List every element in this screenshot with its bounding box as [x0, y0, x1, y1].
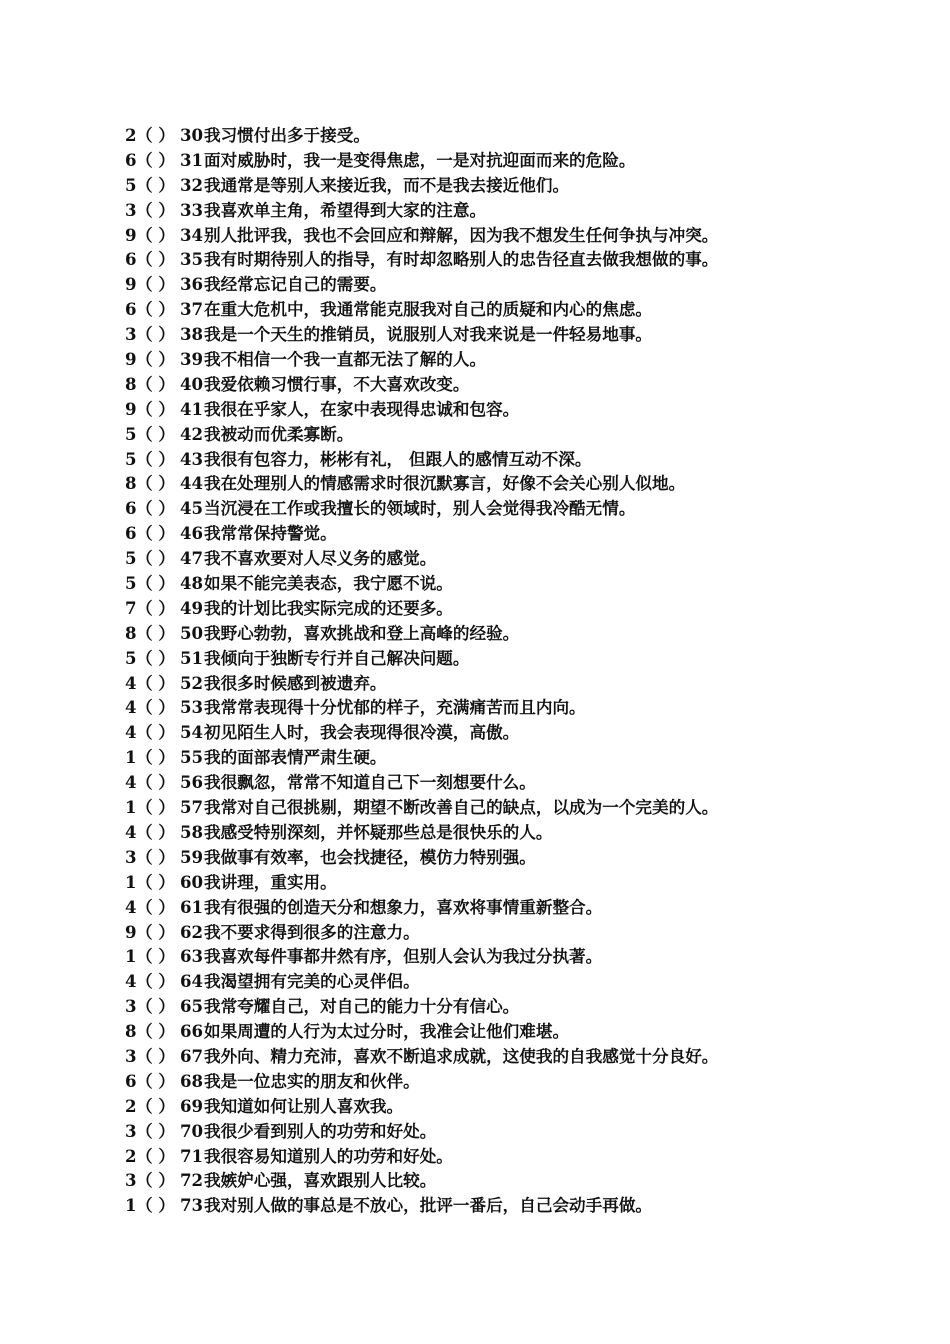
answer-blank: （ ） — [136, 772, 175, 793]
question-number: 58 — [180, 821, 204, 842]
question-type-number: 9 — [125, 921, 137, 942]
question-row — [125, 820, 885, 845]
answer-blank: （ ） — [136, 747, 175, 768]
question-text: 我有时期待别人的指导，有时却忽略别人的忠告径直去做我想做的事。 — [204, 249, 719, 270]
question-text: 我知道如何让别人喜欢我。 — [204, 1095, 404, 1116]
question-text: 我很有包容力，彬彬有礼， 但跟人的感情互动不深。 — [204, 448, 592, 469]
question-list — [125, 123, 885, 1218]
answer-blank: （ ） — [136, 573, 175, 594]
question-type-number: 2 — [125, 125, 137, 145]
question-text: 我很飘忽，常常不知道自己下一刻想要什么。 — [204, 772, 536, 793]
question-row — [125, 1193, 885, 1218]
question-type-number: 6 — [125, 299, 137, 320]
question-row — [125, 870, 885, 895]
question-row — [125, 944, 885, 969]
question-row — [125, 322, 885, 347]
question-type-number: 5 — [125, 174, 137, 195]
question-number: 70 — [180, 1120, 204, 1141]
question-text: 如果不能完美表态，我宁愿不说。 — [204, 573, 453, 594]
question-type-number: 5 — [125, 448, 137, 469]
question-text: 我渴望拥有完美的心灵伴侣。 — [204, 971, 420, 992]
answer-blank: （ ） — [136, 1095, 175, 1116]
question-row — [125, 297, 885, 322]
question-row — [125, 272, 885, 297]
answer-blank: （ ） — [136, 971, 175, 992]
answer-blank: （ ） — [136, 398, 175, 419]
question-type-number: 8 — [125, 373, 137, 394]
question-type-number: 3 — [125, 1045, 137, 1066]
answer-blank: （ ） — [136, 1070, 175, 1091]
question-row — [125, 646, 885, 671]
question-type-number: 2 — [125, 1095, 137, 1116]
question-number: 65 — [180, 996, 204, 1017]
question-type-number: 3 — [125, 1170, 137, 1191]
question-type-number: 1 — [125, 1195, 137, 1216]
question-row — [125, 720, 885, 745]
answer-blank: （ ） — [136, 1170, 175, 1191]
question-type-number: 2 — [125, 1145, 137, 1166]
question-row — [125, 347, 885, 372]
question-type-number: 5 — [125, 647, 137, 668]
answer-blank: （ ） — [136, 324, 175, 345]
question-number: 66 — [180, 1021, 204, 1042]
question-text: 别人批评我，我也不会回应和辩解，因为我不想发生任何争执与冲突。 — [204, 224, 719, 245]
question-text: 我很容易知道别人的功劳和好处。 — [204, 1145, 453, 1166]
question-number: 55 — [180, 747, 204, 768]
question-type-number: 5 — [125, 548, 137, 569]
question-text: 我的计划比我实际完成的还要多。 — [204, 597, 453, 618]
question-row — [125, 969, 885, 994]
question-type-number: 5 — [125, 423, 137, 444]
question-type-number: 9 — [125, 224, 137, 245]
question-row — [125, 571, 885, 596]
question-text: 我通常是等别人来接近我，而不是我去接近他们。 — [204, 174, 570, 195]
question-type-number: 3 — [125, 996, 137, 1017]
question-number: 42 — [180, 423, 204, 444]
question-text: 我不喜欢要对人尽义务的感觉。 — [204, 548, 437, 569]
question-number: 59 — [180, 846, 204, 867]
question-text: 我的面部表情严肃生硬。 — [204, 747, 387, 768]
answer-blank: （ ） — [136, 797, 175, 818]
question-row — [125, 546, 885, 571]
answer-blank: （ ） — [136, 1120, 175, 1141]
question-row — [125, 770, 885, 795]
question-type-number: 7 — [125, 597, 137, 618]
question-number: 31 — [180, 149, 204, 170]
question-text: 我感受特别深刻，并怀疑那些总是很快乐的人。 — [204, 821, 553, 842]
question-number: 56 — [180, 772, 204, 793]
question-row — [125, 895, 885, 920]
answer-blank: （ ） — [136, 846, 175, 867]
answer-blank: （ ） — [136, 1145, 175, 1166]
question-row — [125, 596, 885, 621]
question-number: 43 — [180, 448, 204, 469]
question-row — [125, 745, 885, 770]
question-text: 我嫉妒心强，喜欢跟别人比较。 — [204, 1170, 437, 1191]
question-number: 44 — [180, 473, 204, 494]
question-number: 63 — [180, 946, 204, 967]
question-type-number: 3 — [125, 846, 137, 867]
question-text: 我常常表现得十分忧郁的样子，充满痛苦而且内向。 — [204, 697, 586, 718]
answer-blank: （ ） — [136, 274, 175, 295]
question-number: 64 — [180, 971, 204, 992]
question-row — [125, 247, 885, 272]
question-type-number: 4 — [125, 971, 137, 992]
answer-blank: （ ） — [136, 821, 175, 842]
question-type-number: 6 — [125, 523, 137, 544]
question-number: 39 — [180, 349, 204, 370]
question-number: 71 — [180, 1145, 204, 1166]
question-number: 68 — [180, 1070, 204, 1091]
question-number: 40 — [180, 373, 204, 394]
question-row — [125, 1069, 885, 1094]
question-text: 我做事有效率，也会找捷径，模仿力特别强。 — [204, 846, 536, 867]
question-number: 41 — [180, 398, 204, 419]
question-number: 61 — [180, 896, 204, 917]
answer-blank: （ ） — [136, 523, 175, 544]
question-type-number: 3 — [125, 1120, 137, 1141]
question-number: 54 — [180, 722, 204, 743]
question-row — [125, 1168, 885, 1193]
question-type-number: 4 — [125, 672, 137, 693]
question-text: 我外向、精力充沛，喜欢不断追求成就，这使我的自我感觉十分良好。 — [204, 1045, 719, 1066]
question-type-number: 4 — [125, 697, 137, 718]
question-text: 我喜欢单主角，希望得到大家的注意。 — [204, 199, 487, 220]
answer-blank: （ ） — [136, 1195, 175, 1216]
question-type-number: 4 — [125, 896, 137, 917]
question-type-number: 4 — [125, 821, 137, 842]
question-number: 37 — [180, 299, 204, 320]
answer-blank: （ ） — [136, 597, 175, 618]
question-row — [125, 621, 885, 646]
question-type-number: 6 — [125, 149, 137, 170]
question-type-number: 4 — [125, 772, 137, 793]
question-row — [125, 695, 885, 720]
answer-blank: （ ） — [136, 921, 175, 942]
question-number: 46 — [180, 523, 204, 544]
answer-blank: （ ） — [136, 174, 175, 195]
question-type-number: 1 — [125, 946, 137, 967]
question-text: 我习惯付出多于接受。 — [204, 125, 370, 145]
question-type-number: 1 — [125, 871, 137, 892]
question-number: 48 — [180, 573, 204, 594]
question-row — [125, 123, 885, 148]
question-text: 我经常忘记自己的需要。 — [204, 274, 387, 295]
question-number: 35 — [180, 249, 204, 270]
question-number: 69 — [180, 1095, 204, 1116]
question-number: 53 — [180, 697, 204, 718]
answer-blank: （ ） — [136, 672, 175, 693]
question-type-number: 6 — [125, 498, 137, 519]
question-number: 34 — [180, 224, 204, 245]
question-number: 36 — [180, 274, 204, 295]
question-text: 我喜欢每件事都井然有序，但别人会认为我过分执著。 — [204, 946, 603, 967]
question-text: 初见陌生人时，我会表现得很冷漠，高傲。 — [204, 722, 520, 743]
answer-blank: （ ） — [136, 996, 175, 1017]
answer-blank: （ ） — [136, 896, 175, 917]
answer-blank: （ ） — [136, 871, 175, 892]
question-text: 我被动而优柔寡断。 — [204, 423, 354, 444]
question-text: 我是一位忠实的朋友和伙伴。 — [204, 1070, 420, 1091]
question-row — [125, 1144, 885, 1169]
question-text: 我有很强的创造天分和想象力，喜欢将事情重新整合。 — [204, 896, 603, 917]
question-number: 45 — [180, 498, 204, 519]
question-type-number: 3 — [125, 324, 137, 345]
answer-blank: （ ） — [136, 149, 175, 170]
question-row — [125, 372, 885, 397]
question-number: 50 — [180, 622, 204, 643]
question-text: 在重大危机中，我通常能克服我对自己的质疑和内心的焦虑。 — [204, 299, 653, 320]
question-row — [125, 795, 885, 820]
answer-blank: （ ） — [136, 249, 175, 270]
question-type-number: 1 — [125, 747, 137, 768]
question-row — [125, 422, 885, 447]
question-row — [125, 397, 885, 422]
question-number: 52 — [180, 672, 204, 693]
question-number: 72 — [180, 1170, 204, 1191]
question-number: 62 — [180, 921, 204, 942]
question-type-number: 8 — [125, 622, 137, 643]
question-number: 33 — [180, 199, 204, 220]
question-text: 当沉浸在工作或我擅长的领域时，别人会觉得我冷酷无情。 — [204, 498, 636, 519]
question-row — [125, 223, 885, 248]
answer-blank: （ ） — [136, 722, 175, 743]
question-number: 30 — [180, 125, 204, 145]
question-type-number: 1 — [125, 797, 137, 818]
question-type-number: 8 — [125, 473, 137, 494]
question-type-number: 9 — [125, 398, 137, 419]
question-text: 我对别人做的事总是不放心，批评一番后，自己会动手再做。 — [204, 1195, 653, 1216]
question-type-number: 3 — [125, 199, 137, 220]
question-text: 我常常保持警觉。 — [204, 523, 337, 544]
question-text: 面对威胁时，我一是变得焦虑，一是对抗迎面而来的危险。 — [204, 149, 636, 170]
question-number: 32 — [180, 174, 204, 195]
question-text: 我讲理，重实用。 — [204, 871, 337, 892]
answer-blank: （ ） — [136, 448, 175, 469]
question-row — [125, 447, 885, 472]
question-text: 我常夸耀自己，对自己的能力十分有信心。 — [204, 996, 520, 1017]
question-row — [125, 845, 885, 870]
question-number: 47 — [180, 548, 204, 569]
question-number: 73 — [180, 1195, 204, 1216]
answer-blank: （ ） — [136, 647, 175, 668]
question-number: 51 — [180, 647, 204, 668]
answer-blank: （ ） — [136, 125, 175, 145]
question-type-number: 9 — [125, 274, 137, 295]
question-row — [125, 148, 885, 173]
answer-blank: （ ） — [136, 199, 175, 220]
question-text: 我不要求得到很多的注意力。 — [204, 921, 420, 942]
answer-blank: （ ） — [136, 224, 175, 245]
question-number: 49 — [180, 597, 204, 618]
question-row — [125, 173, 885, 198]
question-number: 60 — [180, 871, 204, 892]
question-row — [125, 1119, 885, 1144]
answer-blank: （ ） — [136, 349, 175, 370]
question-text: 我爱依赖习惯行事，不大喜欢改变。 — [204, 373, 470, 394]
answer-blank: （ ） — [136, 373, 175, 394]
question-row — [125, 671, 885, 696]
question-row — [125, 198, 885, 223]
answer-blank: （ ） — [136, 473, 175, 494]
question-text: 我不相信一个我一直都无法了解的人。 — [204, 349, 487, 370]
answer-blank: （ ） — [136, 299, 175, 320]
answer-blank: （ ） — [136, 697, 175, 718]
question-text: 我很多时候感到被遗弃。 — [204, 672, 387, 693]
question-row — [125, 1044, 885, 1069]
question-type-number: 6 — [125, 1070, 137, 1091]
answer-blank: （ ） — [136, 423, 175, 444]
question-row — [125, 920, 885, 945]
question-text: 我在处理别人的情感需求时很沉默寡言，好像不会关心别人似地。 — [204, 473, 686, 494]
question-text: 我野心勃勃，喜欢挑战和登上高峰的经验。 — [204, 622, 520, 643]
answer-blank: （ ） — [136, 1045, 175, 1066]
answer-blank: （ ） — [136, 1021, 175, 1042]
question-text: 我很少看到别人的功劳和好处。 — [204, 1120, 437, 1141]
question-number: 38 — [180, 324, 204, 345]
question-row — [125, 521, 885, 546]
question-type-number: 4 — [125, 722, 137, 743]
question-text: 如果周遭的人行为太过分时，我准会让他们难堪。 — [204, 1021, 570, 1042]
question-row — [125, 994, 885, 1019]
question-text: 我常对自己很挑剔，期望不断改善自己的缺点，以成为一个完美的人。 — [204, 797, 719, 818]
question-row — [125, 496, 885, 521]
answer-blank: （ ） — [136, 548, 175, 569]
question-row — [125, 1094, 885, 1119]
question-type-number: 6 — [125, 249, 137, 270]
question-type-number: 8 — [125, 1021, 137, 1042]
answer-blank: （ ） — [136, 622, 175, 643]
question-text: 我倾向于独断专行并自己解决问题。 — [204, 647, 470, 668]
question-row — [125, 471, 885, 496]
question-number: 67 — [180, 1045, 204, 1066]
answer-blank: （ ） — [136, 946, 175, 967]
question-type-number: 5 — [125, 573, 137, 594]
question-row — [125, 1019, 885, 1044]
question-type-number: 9 — [125, 349, 137, 370]
answer-blank: （ ） — [136, 498, 175, 519]
question-text: 我是一个天生的推销员，说服别人对我来说是一件轻易地事。 — [204, 324, 653, 345]
question-number: 57 — [180, 797, 204, 818]
question-text: 我很在乎家人，在家中表现得忠诚和包容。 — [204, 398, 520, 419]
